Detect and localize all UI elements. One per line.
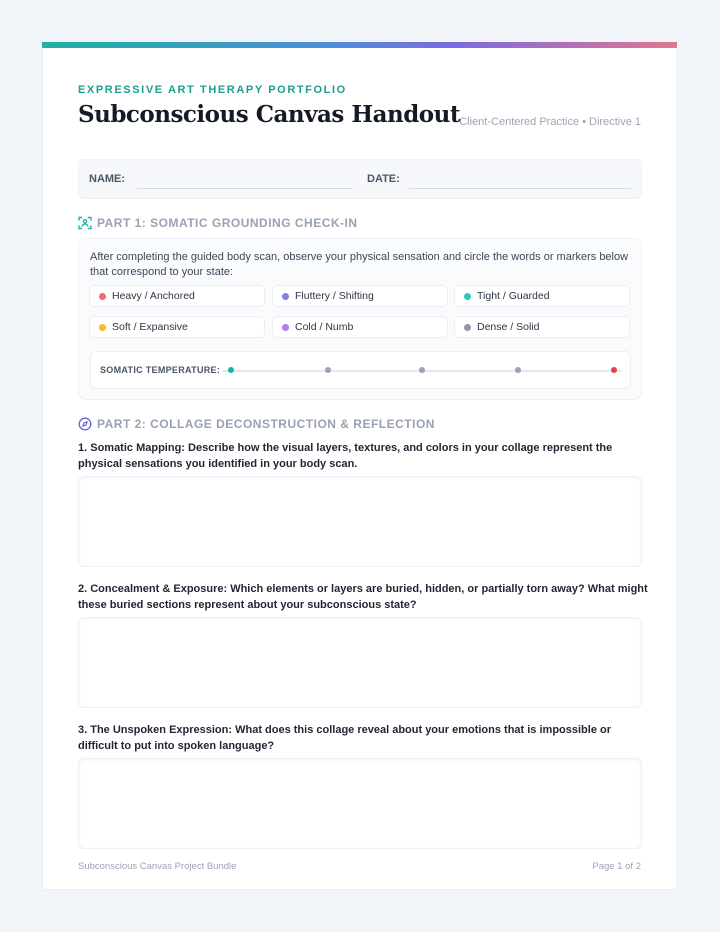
compass-icon bbox=[78, 417, 92, 431]
answer-box-1[interactable] bbox=[78, 476, 642, 567]
option-dense-solid[interactable] bbox=[454, 316, 630, 338]
footer-bundle-name: Subconscious Canvas Project Bundle bbox=[78, 861, 237, 872]
checkin-instructions: After completing the guided body scan, observe your physical sensation and circle the words or markers below that correspond to your state: bbox=[90, 251, 629, 278]
body-scan-icon bbox=[78, 216, 92, 230]
gradient-top-bar bbox=[42, 42, 677, 48]
part1-heading bbox=[78, 216, 358, 230]
somatic-temperature-scale bbox=[90, 351, 631, 389]
part2-heading bbox=[78, 417, 435, 431]
name-field[interactable] bbox=[137, 188, 353, 189]
option-color-dot bbox=[464, 324, 471, 331]
portfolio-eyebrow: EXPRESSIVE ART THERAPY PORTFOLIO bbox=[78, 84, 347, 96]
option-color-dot bbox=[99, 324, 106, 331]
name-label: NAME: bbox=[89, 173, 126, 185]
option-color-dot bbox=[464, 293, 471, 300]
option-label: Dense / Solid bbox=[477, 321, 540, 333]
option-label: Heavy / Anchored bbox=[112, 290, 195, 302]
somatic-checkin-card bbox=[78, 238, 642, 400]
question-3: 3. The Unspoken Expression: What does this collage reveal about your emotions that is impossible or difficult to put into spoken language? bbox=[78, 724, 612, 752]
part2-heading-text: PART 2: COLLAGE DECONSTRUCTION & REFLECTION bbox=[97, 417, 435, 431]
option-color-dot bbox=[282, 324, 289, 331]
question-2: 2. Concealment & Exposure: Which elements or layers are buried, hidden, or partially torn away? What might these buried sections represent about your subconscious state? bbox=[78, 583, 648, 611]
temperature-marker-2[interactable] bbox=[325, 367, 331, 373]
footer-page-number: Page 1 of 2 bbox=[592, 861, 641, 872]
option-label: Soft / Expansive bbox=[112, 321, 188, 333]
option-soft-expansive[interactable] bbox=[89, 316, 265, 338]
answer-box-2[interactable] bbox=[78, 617, 642, 708]
option-label: Cold / Numb bbox=[295, 321, 354, 333]
part1-heading-text: PART 1: SOMATIC GROUNDING CHECK-IN bbox=[97, 216, 358, 230]
option-color-dot bbox=[99, 293, 106, 300]
date-field[interactable] bbox=[409, 188, 631, 189]
name-date-bar bbox=[78, 159, 642, 199]
answer-box-3[interactable] bbox=[78, 758, 642, 849]
temperature-marker-5[interactable] bbox=[611, 367, 617, 373]
temperature-label: SOMATIC TEMPERATURE: bbox=[100, 365, 221, 375]
page-title: Subconscious Canvas Handout bbox=[78, 101, 460, 128]
temperature-marker-1[interactable] bbox=[228, 367, 234, 373]
page-subtitle: Client-Centered Practice • Directive 1 bbox=[459, 116, 641, 128]
temperature-marker-3[interactable] bbox=[419, 367, 425, 373]
option-fluttery-shifting[interactable] bbox=[272, 285, 448, 307]
question-1: 1. Somatic Mapping: Describe how the visual layers, textures, and colors in your collage represent the physical sensations you identified in your body scan. bbox=[78, 442, 613, 470]
option-color-dot bbox=[282, 293, 289, 300]
option-label: Fluttery / Shifting bbox=[295, 290, 374, 302]
option-heavy-anchored[interactable] bbox=[89, 285, 265, 307]
handout-page bbox=[42, 42, 677, 890]
option-label: Tight / Guarded bbox=[477, 290, 550, 302]
date-label: DATE: bbox=[367, 173, 400, 185]
option-cold-numb[interactable] bbox=[272, 316, 448, 338]
option-tight-guarded[interactable] bbox=[454, 285, 630, 307]
temperature-marker-4[interactable] bbox=[515, 367, 521, 373]
